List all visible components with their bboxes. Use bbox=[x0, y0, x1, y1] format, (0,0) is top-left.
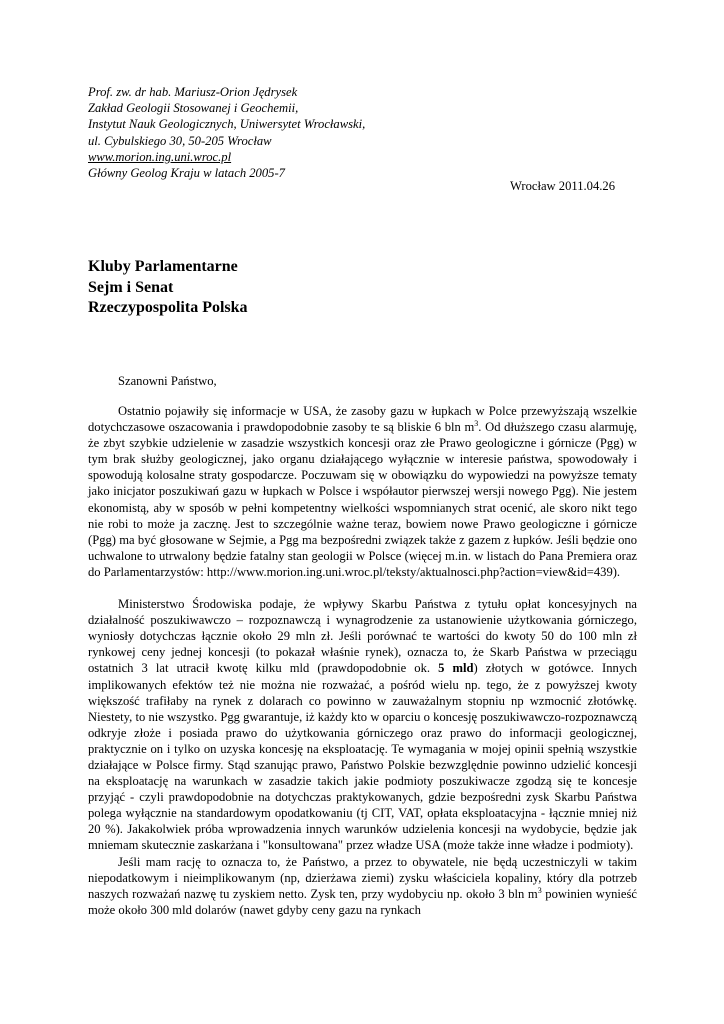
recipient-line-2: Sejm i Senat bbox=[88, 278, 174, 296]
paragraph-3-text-a: Jeśli mam rację to oznacza to, że Państwo, a przez to obywatele, nie będą uczestniczyli w takim niepodatkowym i nieimplikowanym (np, dzierżawa ziemi) zysku właściciela kopaliny, który dla potrzeb naszych rozważań nazwę tu zyskiem netto. Zysk ten, przy wydobyciu np. około 3 bln m bbox=[88, 854, 637, 901]
letter-body bbox=[88, 403, 637, 918]
letter-date: Wrocław 2011.04.26 bbox=[510, 179, 615, 193]
sender-name: Prof. zw. dr hab. Mariusz-Orion Jędrysek bbox=[88, 85, 298, 99]
paragraph-3 bbox=[88, 854, 637, 918]
paragraph-2-bold-amount: 5 mld bbox=[438, 661, 474, 676]
paragraph-3-text-b: powinien wynieść może około 300 mld dolarów (nawet gdyby ceny gazu na rynkach bbox=[88, 886, 637, 917]
recipients-block bbox=[88, 257, 248, 319]
paragraph-1-text-a: Ostatnio pojawiły się informacje w USA, że zasoby gazu w łupkach w Polce przewyższają wszelkie dotychczasowe oszacowania i prawdopodobnie zasoby te są bliskie 6 bln m bbox=[88, 404, 637, 435]
salutation: Szanowni Państwo, bbox=[118, 374, 217, 388]
cubic-superscript: 3 bbox=[537, 885, 542, 895]
sender-role: Główny Geolog Kraju w latach 2005-7 bbox=[88, 166, 285, 181]
paragraph-2 bbox=[88, 596, 637, 854]
paragraph-2-text-a: Ministerstwo Środowiska podaje, że wpływy Skarbu Państwa z tytułu opłat koncesyjnych na działalność poszukiwawczo – rozpoznawczą i wynagrodzenie za ustanowienie użytkowania górniczego, wyniosły dotychczas łącznie około 29 mln zł. Jeśli porównać te wartości do kwoty 50 do 100 mln zł rynkowej ceny jednej koncesji (to pokazał właśnie rynek), oznacza to, że Skarb Państwa w przeciągu ostatnich 3 lat utracił kwotę kilku mld (prawdopodobnie ok. bbox=[88, 597, 637, 676]
recipient-line-3: Rzeczypospolita Polska bbox=[88, 299, 248, 316]
paragraph-1 bbox=[88, 403, 637, 580]
recipient-line-1: Kluby Parlamentarne bbox=[88, 258, 238, 275]
sender-header bbox=[88, 84, 365, 181]
cubic-superscript: 3 bbox=[474, 418, 479, 428]
sender-institute: Instytut Nauk Geologicznych, Uniwersytet Wrocławski, bbox=[88, 117, 366, 132]
paragraph-2-text-b: ) złotych w gotówce. Innych implikowanych efektów też nie można nie rozważać, a pośród wielu np. tego, że z powyższej kwoty większość trafiłaby na rynek z dolarach co powinno w zauważalnym stopniu np wzmocnić złotówkę. Niestety, to nie wszystko. Pgg gwarantuje, iż każdy kto w oparciu o koncesję poszukiwawczo-rozpoznawczą odkryje złoże i posiada prawo do użytkowania górniczego oraz prawo do informacji geologicznej, praktycznie on i tylko on uzyska koncesję na eksploatację. Te wymagania w mojej opinii spełnią wszystkie działające w Polsce firmy. Stąd szanując prawo, Państwo Polskie bezwzględnie powinno udzielić koncesji na eksploatację na warunkach w zasadzie takich jakie podmioty poszukiwacze zgodzą się te koncesje przyjąć - czyli prawdopodobnie na dotychczas praktykowanych, gdzie bezpośredni zysk Skarbu Państwa polega wyłącznie na standardowym opodatkowaniu (tj CIT, VAT, opłata eksploatacyjna - łącznie mniej niż 20 %). Jakakolwiek próba wprowadzenia innych warunków udzielenia koncesji na wydobycie, będzie jak mniemam skutecznie zaskarżana i "konsultowana" przez władze USA (może także inne władze i podmioty). bbox=[88, 661, 637, 853]
sender-address: ul. Cybulskiego 30, 50-205 Wrocław bbox=[88, 133, 272, 148]
sender-department: Zakład Geologii Stosowanej i Geochemii, bbox=[88, 101, 299, 116]
paragraph-1-text-b: . Od dłuższego czasu alarmuję, że zbyt szybkie udzielenie w zasadzie wszystkich koncesji oraz złe Prawo geologiczne i górnicze (Pgg) w tym brak służby geologicznej, jako organu działającego wyłącznie w interesie państwa, spowodowały i spowodują kolosalne straty gospodarcze. Poczuwam się w obowiązku do wypowiedzi na powyższe tematy jako inicjator poszukiwań gazu w łupkach w Polsce i współautor pierwszej wersji nowego Pgg). Nie jestem ekonomistą, aby w sposób w pełni kompetentny wielkości wspomnianych strat ocenić, ale skoro nikt tego nie robi to może ja zacznę. Jest to szczególnie ważne teraz, bowiem nowe Prawo geologiczne i górnicze (Pgg) ma być głosowane w Sejmie, a Pgg ma bezpośredni związek także z gazem z łupków. Jeśli będzie ono uchwalone to utrwalony będzie fatalny stan geologii w Polsce (więcej m.in. w listach do Pana Premiera oraz do Parlamentarzystów: http://www.morion.ing.uni.wroc.pl/teksty/aktualnosci.php?action=view&id=439). bbox=[88, 420, 637, 579]
sender-website-link[interactable]: www.morion.ing.uni.wroc.pl bbox=[88, 149, 232, 164]
